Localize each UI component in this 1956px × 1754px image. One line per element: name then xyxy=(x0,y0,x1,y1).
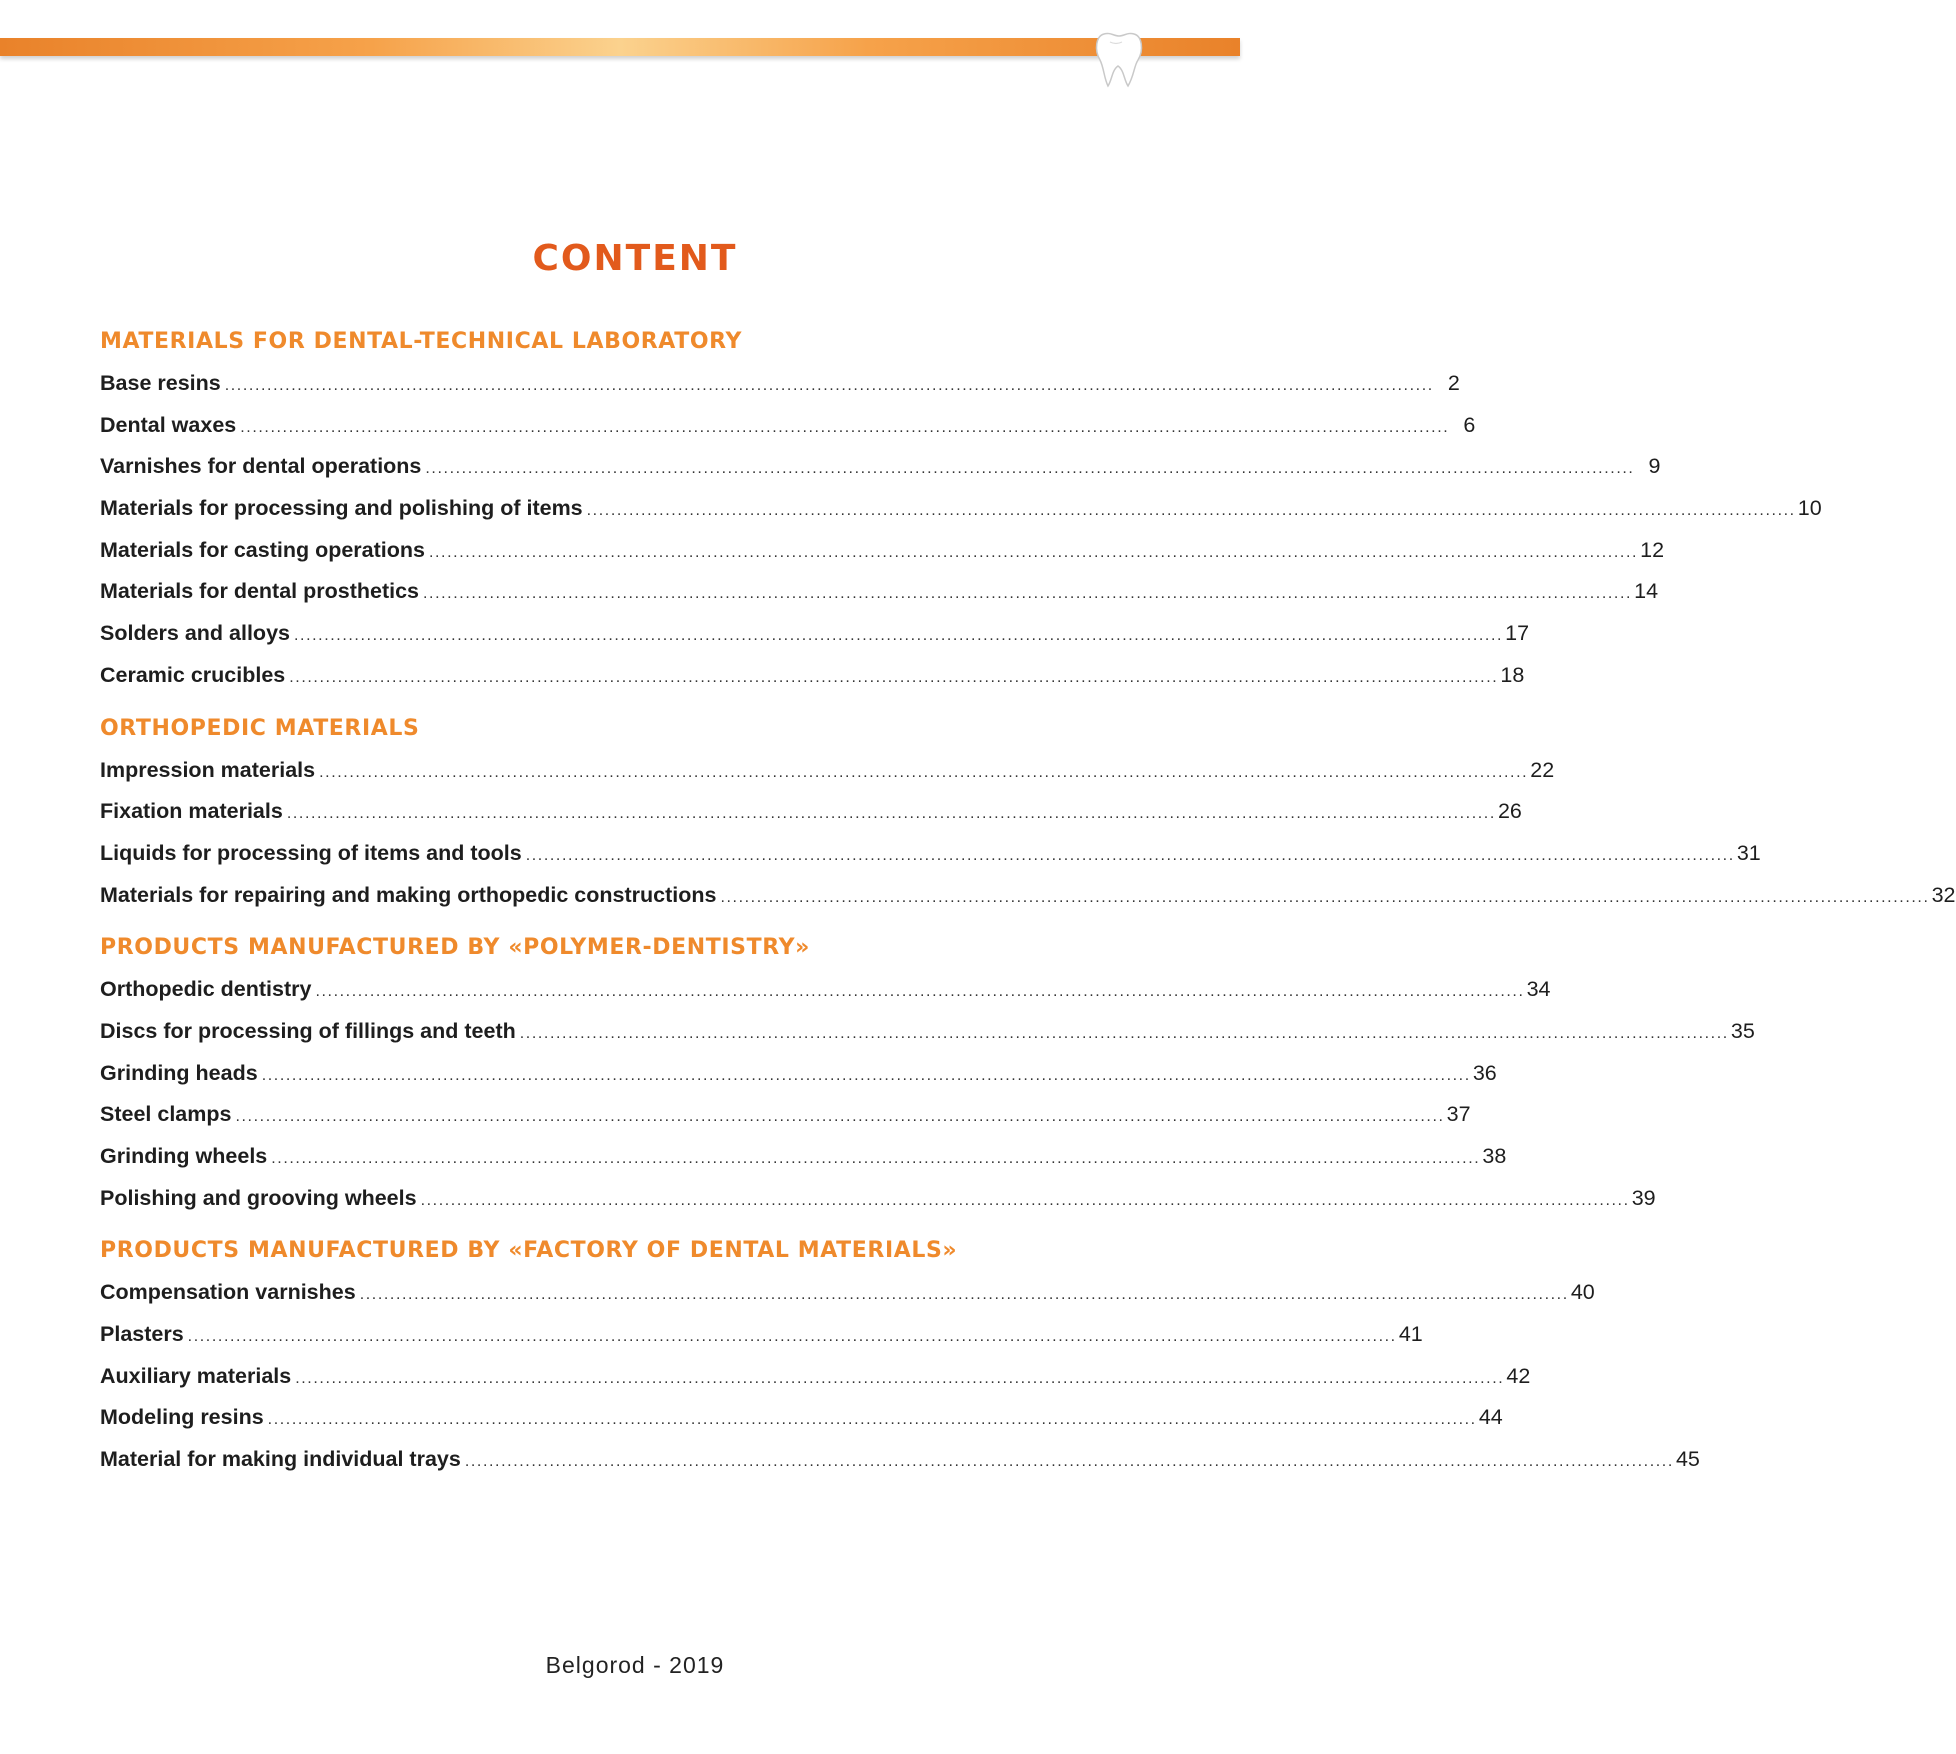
toc-entry[interactable] xyxy=(100,1012,1755,1054)
toc-section xyxy=(100,932,1755,1220)
toc-entry-label: Liquids for processing of items and tools xyxy=(100,840,522,865)
toc-entry-page-number: 14 xyxy=(1634,579,1659,604)
dot-leader: ........................................................................................................................................................................................................ xyxy=(423,585,1633,603)
toc-entry-label: Discs for processing of fillings and teeth xyxy=(100,1018,516,1043)
toc-section xyxy=(100,1235,1700,1481)
dot-leader: ........................................................................................................................................................................................................ xyxy=(720,888,1930,906)
dot-leader: ........................................................................................................................................................................................................ xyxy=(428,543,1639,561)
dot-leader: ........................................................................................................................................................................................................ xyxy=(464,1453,1674,1471)
toc-entry-page-number: 22 xyxy=(1530,757,1555,782)
toc-entry[interactable] xyxy=(100,834,1761,876)
dot-leader: ........................................................................................................................................................................................................ xyxy=(359,1286,1569,1304)
section-heading: PRODUCTS MANUFACTURED BY «POLYMER-DENTISTRY» xyxy=(100,935,810,961)
toc-entry-label: Impression materials xyxy=(100,757,316,782)
toc-entry-page-number: 37 xyxy=(1446,1102,1471,1127)
toc-entry-page-number: 2 xyxy=(1447,371,1460,395)
tooth-icon xyxy=(1090,20,1150,90)
toc-entry-page-number: 40 xyxy=(1570,1280,1595,1305)
toc-entry[interactable] xyxy=(100,364,1460,406)
toc-entry-label: Base resins xyxy=(100,371,221,395)
dot-leader: ........................................................................................................................................................................................................ xyxy=(586,502,1796,520)
toc-entry[interactable] xyxy=(100,489,1822,531)
toc-entry-page-number: 32 xyxy=(1931,882,1956,907)
toc-entry-label: Grinding heads xyxy=(100,1060,258,1085)
header-accent-band xyxy=(0,38,1240,56)
toc-entry-page-number: 17 xyxy=(1505,621,1530,646)
dot-leader: ........................................................................................................................................................................................................ xyxy=(261,1066,1471,1084)
dot-leader: ........................................................................................................................................................................................................ xyxy=(286,805,1496,823)
dot-leader: ........................................................................................................................................................................................................ xyxy=(425,460,1635,478)
toc-entry[interactable] xyxy=(100,614,1530,656)
toc-entry[interactable] xyxy=(100,1137,1507,1179)
toc-entry-label: Plasters xyxy=(100,1322,184,1347)
toc-entry-label: Compensation varnishes xyxy=(100,1280,356,1305)
toc-entry[interactable] xyxy=(100,876,1956,918)
toc-entry-page-number: 26 xyxy=(1497,799,1522,824)
dot-leader: ........................................................................................................................................................................................................ xyxy=(271,1150,1481,1167)
toc-entry-label: Auxiliary materials xyxy=(100,1363,292,1388)
toc-entry[interactable] xyxy=(100,531,1665,573)
toc-entry[interactable] xyxy=(100,656,1525,698)
toc-entry[interactable] xyxy=(100,1357,1531,1399)
dot-leader: ........................................................................................................................................................................................................ xyxy=(519,1024,1729,1042)
toc-entry-page-number: 12 xyxy=(1640,537,1665,562)
toc-entry-page-number: 36 xyxy=(1472,1060,1497,1085)
toc-entry-label: Grinding wheels xyxy=(100,1144,268,1168)
toc-entry-label: Dental waxes xyxy=(100,412,237,437)
toc-entry[interactable] xyxy=(100,1273,1595,1315)
dot-leader: ........................................................................................................................................................................................................ xyxy=(187,1328,1397,1346)
toc-entry-page-number: 31 xyxy=(1736,840,1761,865)
toc-entry[interactable] xyxy=(100,1315,1423,1357)
toc-entry-page-number: 10 xyxy=(1797,496,1822,521)
toc-entry[interactable] xyxy=(100,970,1551,1012)
page-title: CONTENT xyxy=(532,238,738,279)
toc-entry-label: Solders and alloys xyxy=(100,621,290,646)
toc-entry[interactable] xyxy=(100,1095,1471,1137)
toc-entry-page-number: 9 xyxy=(1648,454,1661,479)
dot-leader: ........................................................................................................................................................................................................ xyxy=(315,983,1525,1001)
toc-entry-label: Fixation materials xyxy=(100,799,283,824)
toc-entry-page-number: 41 xyxy=(1398,1322,1423,1347)
toc-entry-page-number: 18 xyxy=(1500,662,1525,687)
dot-leader: ........................................................................................................................................................................................................ xyxy=(289,668,1499,686)
toc-entry-page-number: 42 xyxy=(1506,1363,1531,1388)
toc-entry[interactable] xyxy=(100,1440,1700,1482)
toc-entry-label: Ceramic crucibles xyxy=(100,662,286,687)
toc-entry[interactable] xyxy=(100,1179,1656,1221)
section-heading: PRODUCTS MANUFACTURED BY «FACTORY OF DENTAL MATERIALS» xyxy=(100,1238,958,1264)
toc-section xyxy=(100,326,1822,698)
toc-entry[interactable] xyxy=(100,406,1476,448)
section-heading: MATERIALS FOR DENTAL-TECHNICAL LABORATORY xyxy=(100,329,742,354)
dot-leader: ........................................................................................................................................................................................................ xyxy=(267,1411,1477,1429)
toc-entry-label: Materials for processing and polishing of items xyxy=(100,496,583,521)
toc-entry-label: Polishing and grooving wheels xyxy=(100,1185,417,1210)
toc-entry-label: Orthopedic dentistry xyxy=(100,977,312,1002)
toc-entry-label: Materials for repairing and making orthopedic constructions xyxy=(100,882,717,907)
section-heading: ORTHOPEDIC MATERIALS xyxy=(100,715,420,741)
toc-entry[interactable] xyxy=(100,447,1661,489)
dot-leader: ........................................................................................................................................................................................................ xyxy=(224,377,1434,394)
dot-leader: ........................................................................................................................................................................................................ xyxy=(240,418,1450,436)
dot-leader: ........................................................................................................................................................................................................ xyxy=(235,1108,1445,1126)
toc-entry[interactable] xyxy=(100,792,1522,834)
toc-entry-label: Varnishes for dental operations xyxy=(100,454,422,479)
toc-entry[interactable] xyxy=(100,751,1555,793)
toc-entry-page-number: 45 xyxy=(1675,1447,1700,1472)
dot-leader: ........................................................................................................................................................................................................ xyxy=(319,763,1529,781)
footer-place-year: Belgorod - 2019 xyxy=(545,1652,725,1678)
toc-entry[interactable] xyxy=(100,1054,1497,1096)
table-of-contents xyxy=(100,326,1956,1482)
toc-entry[interactable] xyxy=(100,572,1659,614)
toc-entry-label: Material for making individual trays xyxy=(100,1447,461,1472)
toc-entry-page-number: 34 xyxy=(1526,977,1551,1002)
dot-leader: ........................................................................................................................................................................................................ xyxy=(295,1369,1505,1387)
toc-entry-page-number: 35 xyxy=(1730,1018,1755,1043)
toc-section xyxy=(100,713,1956,918)
toc-entry-page-number: 44 xyxy=(1478,1405,1503,1430)
toc-entry-page-number: 39 xyxy=(1631,1185,1656,1210)
toc-entry-page-number: 6 xyxy=(1463,412,1476,437)
toc-entry-label: Materials for dental prosthetics xyxy=(100,579,419,604)
toc-entry-label: Steel clamps xyxy=(100,1102,232,1127)
toc-entry-label: Modeling resins xyxy=(100,1405,264,1430)
dot-leader: ........................................................................................................................................................................................................ xyxy=(420,1191,1630,1209)
toc-entry-page-number: 38 xyxy=(1482,1144,1507,1168)
dot-leader: ........................................................................................................................................................................................................ xyxy=(525,846,1735,864)
toc-entry-label: Materials for casting operations xyxy=(100,537,425,562)
dot-leader: ........................................................................................................................................................................................................ xyxy=(293,627,1504,645)
toc-entry[interactable] xyxy=(100,1398,1503,1440)
